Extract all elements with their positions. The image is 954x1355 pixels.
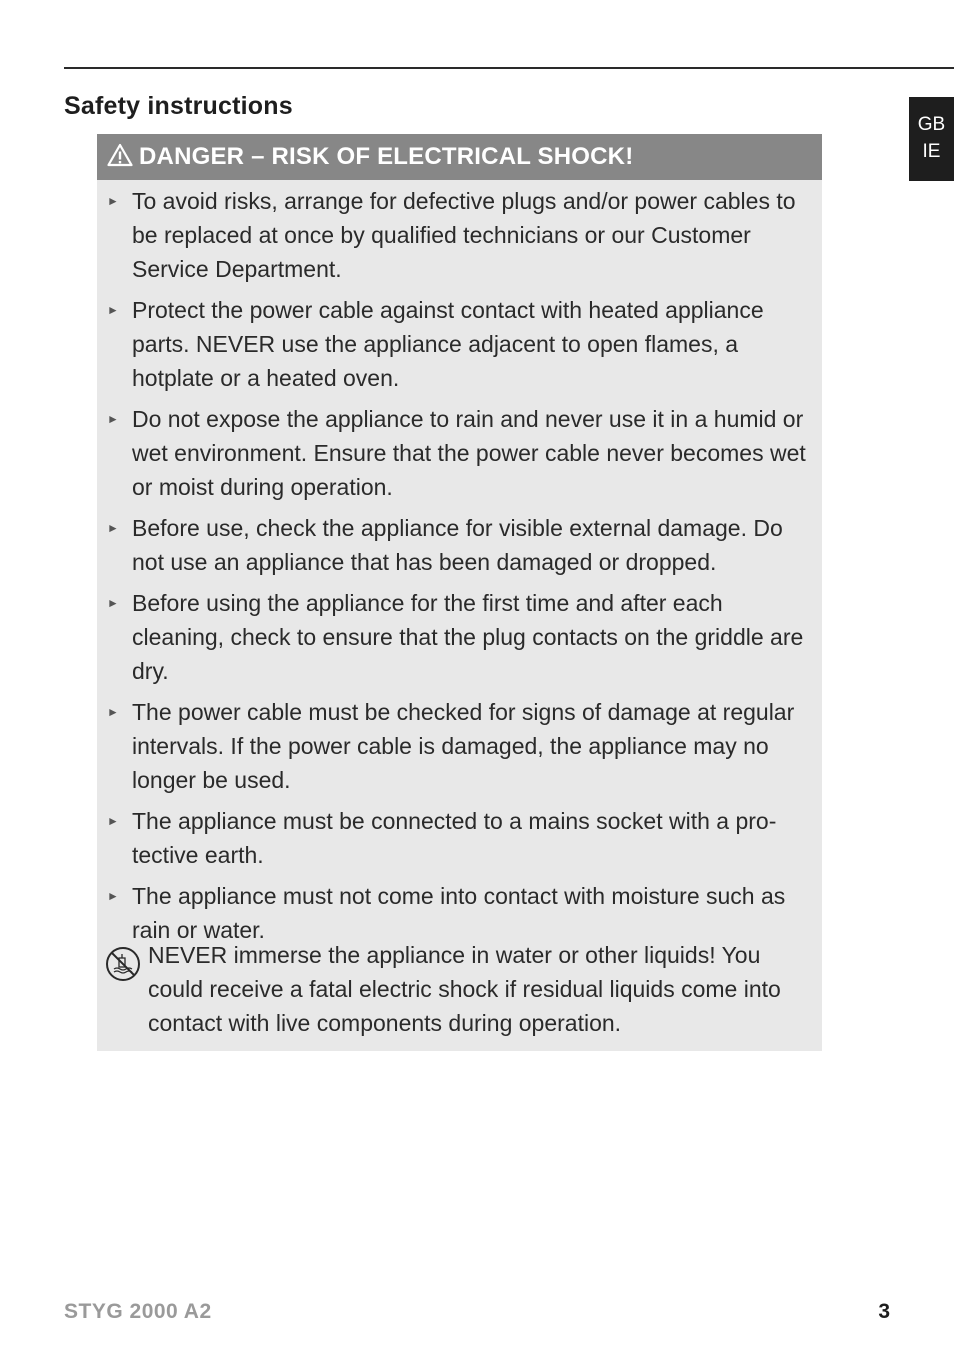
immersion-warning-note: [105, 938, 812, 1040]
language-code-gb: GB: [917, 114, 946, 135]
list-item: [97, 293, 822, 395]
warning-triangle-icon: [107, 143, 133, 167]
bullet-arrow-icon: ►: [107, 194, 119, 208]
bullet-arrow-icon: ►: [107, 889, 119, 903]
list-item: [97, 511, 822, 579]
list-item-text: The power cable must be checked for signs of damage at regular intervals. If the power cable is damaged, the appliance may no longer be used.: [132, 699, 795, 793]
list-item-text: The appliance must be connected to a mains socket with a pro-tective earth.: [132, 808, 777, 868]
list-item-text: Do not expose the appliance to rain and never use it in a humid or wet environment. Ensure that the power cable never becomes wet or moist during operation.: [132, 406, 806, 500]
top-rule: [64, 67, 954, 69]
safety-list: [97, 184, 822, 954]
bullet-arrow-icon: ►: [107, 596, 119, 610]
list-item: [97, 879, 822, 947]
bullet-arrow-icon: ►: [107, 814, 119, 828]
page-number: 3: [878, 1300, 890, 1323]
list-item-text: Before using the appliance for the first time and after each cleaning, check to ensure that the plug contacts on the griddle are dry.: [132, 590, 804, 684]
section-title: Safety instructions: [64, 92, 293, 120]
bullet-arrow-icon: ►: [107, 412, 119, 426]
list-item: [97, 184, 822, 286]
bullet-arrow-icon: ►: [107, 521, 119, 535]
danger-title: DANGER – RISK OF ELECTRICAL SHOCK!: [139, 143, 634, 170]
list-item-text: The appliance must not come into contact with moisture such as rain or water.: [132, 883, 786, 943]
list-item: [97, 804, 822, 872]
danger-box: [97, 134, 822, 1051]
language-tab: [909, 97, 954, 181]
footer-model-number: STYG 2000 A2: [64, 1300, 212, 1323]
immersion-warning-text: NEVER immerse the appliance in water or other liquids! You could receive a fatal electric shock if residual liquids come into contact with live components during operation.: [148, 942, 781, 1036]
language-code-ie: IE: [922, 141, 941, 162]
list-item: [97, 586, 822, 688]
list-item: [97, 695, 822, 797]
list-item-text: Protect the power cable against contact with heated appliance parts. NEVER use the appliance adjacent to open flames, a hotplate or a heated oven.: [132, 297, 764, 391]
bullet-arrow-icon: ►: [107, 303, 119, 317]
bullet-arrow-icon: ►: [107, 705, 119, 719]
list-item: [97, 402, 822, 504]
danger-header: [97, 134, 822, 180]
list-item-text: Before use, check the appliance for visible external damage. Do not use an appliance that has been damaged or dropped.: [132, 515, 783, 575]
list-item-text: To avoid risks, arrange for defective plugs and/or power cables to be replaced at once by qualified technicians or our Customer Service Department.: [132, 188, 796, 282]
no-immersion-icon: [105, 946, 141, 982]
